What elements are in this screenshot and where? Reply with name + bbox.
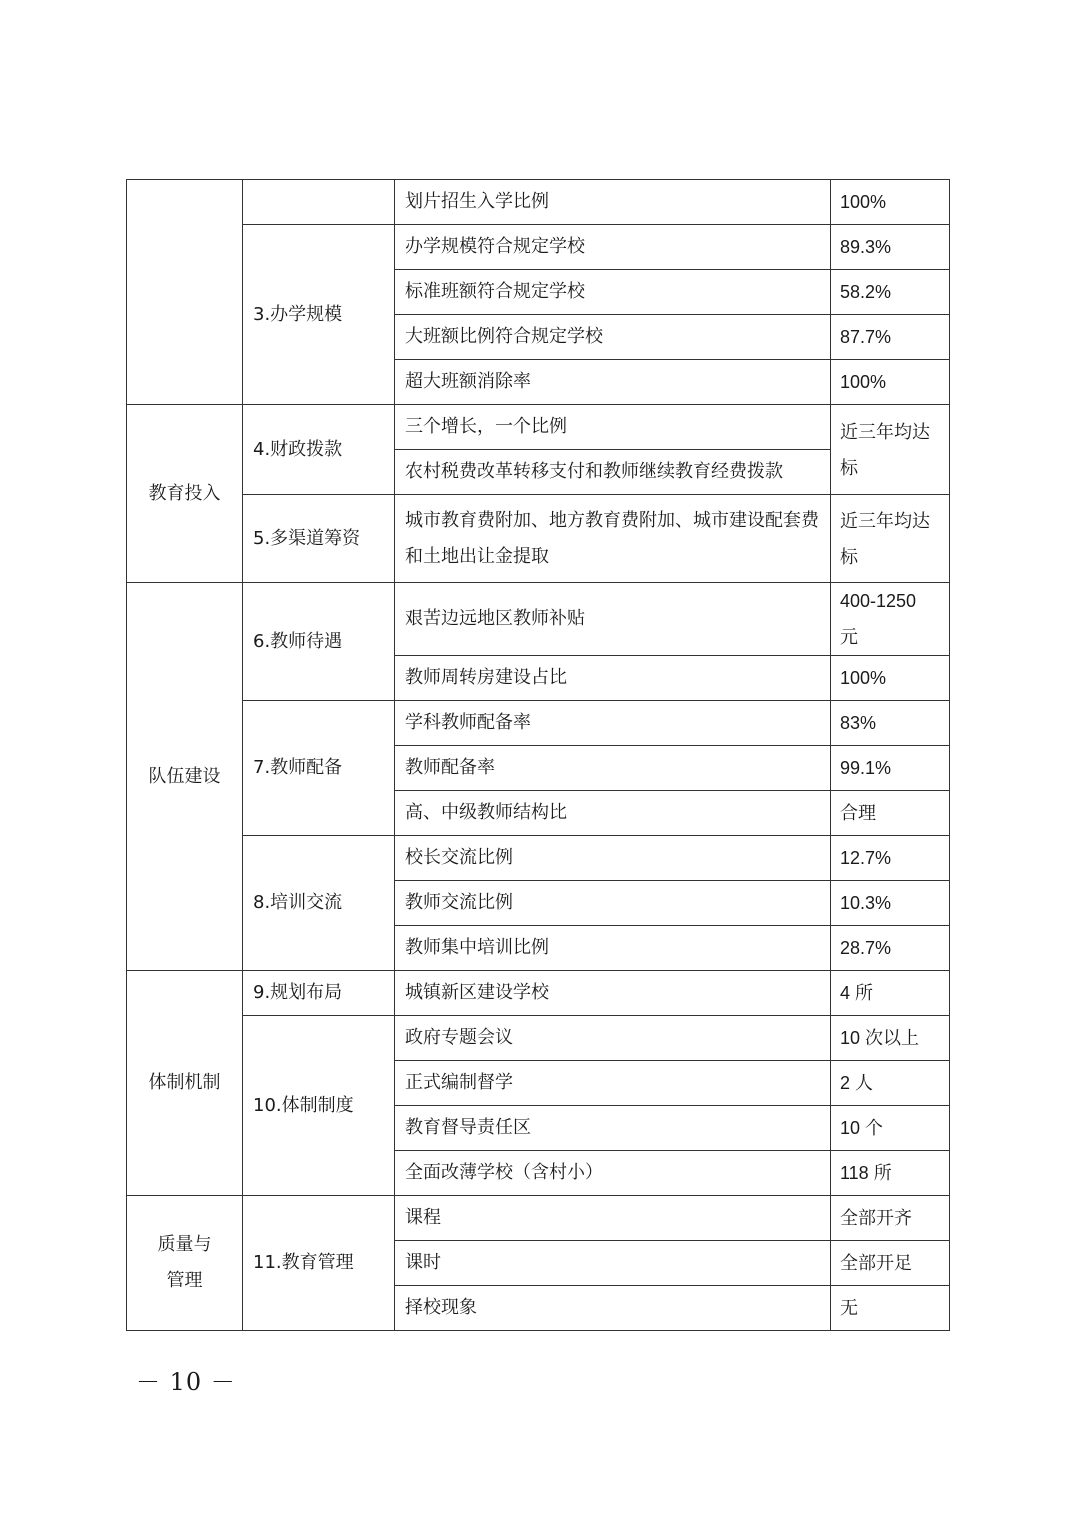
category-cell: 队伍建设 xyxy=(127,583,243,971)
table-row xyxy=(127,405,950,450)
item-cell: 教师周转房建设占比 xyxy=(395,656,831,701)
category-line: 质量与 xyxy=(157,1234,212,1255)
item-cell: 城镇新区建设学校 xyxy=(395,971,831,1016)
table-row xyxy=(127,836,950,881)
value-cell: 10 个 xyxy=(831,1106,950,1151)
item-cell: 校长交流比例 xyxy=(395,836,831,881)
table-row xyxy=(127,225,950,270)
item-cell: 城市教育费附加、地方教育费附加、城市建设配套费和土地出让金提取 xyxy=(395,495,831,583)
value-cell: 99.1% xyxy=(831,746,950,791)
item-cell: 教师配备率 xyxy=(395,746,831,791)
item-cell: 艰苦边远地区教师补贴 xyxy=(395,583,831,656)
value-cell: 10.3% xyxy=(831,881,950,926)
category-cell: 体制机制 xyxy=(127,971,243,1196)
page-number: － 10 － xyxy=(136,1368,236,1396)
table-row xyxy=(127,180,950,225)
value-cell: 118 所 xyxy=(831,1151,950,1196)
value-cell: 400-1250 元 xyxy=(831,583,950,656)
value-cell: 全部开齐 xyxy=(831,1196,950,1241)
sub-indicator-cell: 9.规划布局 xyxy=(243,971,395,1016)
table-row xyxy=(127,1016,950,1061)
sub-indicator-cell: 11.教育管理 xyxy=(243,1196,395,1331)
category-line: 管理 xyxy=(166,1270,203,1291)
item-cell: 标准班额符合规定学校 xyxy=(395,270,831,315)
sub-indicator-cell: 4.财政拨款 xyxy=(243,405,395,495)
sub-indicator-cell: 5.多渠道筹资 xyxy=(243,495,395,583)
item-cell: 学科教师配备率 xyxy=(395,701,831,746)
value-cell: 10 次以上 xyxy=(831,1016,950,1061)
value-cell: 4 所 xyxy=(831,971,950,1016)
table-row xyxy=(127,583,950,656)
item-cell: 择校现象 xyxy=(395,1286,831,1331)
item-cell: 划片招生入学比例 xyxy=(395,180,831,225)
category-cell xyxy=(127,1196,243,1331)
item-cell: 课时 xyxy=(395,1241,831,1286)
item-cell: 政府专题会议 xyxy=(395,1016,831,1061)
indicator-table xyxy=(126,179,950,1331)
item-cell: 教师交流比例 xyxy=(395,881,831,926)
value-cell: 87.7% xyxy=(831,315,950,360)
value-cell: 2 人 xyxy=(831,1061,950,1106)
item-cell: 教师集中培训比例 xyxy=(395,926,831,971)
sub-indicator-cell: 3.办学规模 xyxy=(243,225,395,405)
value-cell: 12.7% xyxy=(831,836,950,881)
category-cell xyxy=(127,180,243,405)
item-cell: 高、中级教师结构比 xyxy=(395,791,831,836)
item-cell: 正式编制督学 xyxy=(395,1061,831,1106)
item-cell: 课程 xyxy=(395,1196,831,1241)
sub-indicator-cell xyxy=(243,180,395,225)
value-cell: 100% xyxy=(831,360,950,405)
value-cell: 近三年均达标 xyxy=(831,495,950,583)
value-cell: 近三年均达标 xyxy=(831,405,950,495)
value-cell: 83% xyxy=(831,701,950,746)
table-row xyxy=(127,701,950,746)
item-cell: 教育督导责任区 xyxy=(395,1106,831,1151)
value-cell: 合理 xyxy=(831,791,950,836)
table-row xyxy=(127,495,950,583)
category-cell: 教育投入 xyxy=(127,405,243,583)
table-row xyxy=(127,971,950,1016)
item-cell: 全面改薄学校（含村小） xyxy=(395,1151,831,1196)
sub-indicator-cell: 6.教师待遇 xyxy=(243,583,395,701)
item-cell: 大班额比例符合规定学校 xyxy=(395,315,831,360)
value-cell: 无 xyxy=(831,1286,950,1331)
value-cell: 28.7% xyxy=(831,926,950,971)
value-cell: 100% xyxy=(831,656,950,701)
value-cell: 全部开足 xyxy=(831,1241,950,1286)
value-cell: 89.3% xyxy=(831,225,950,270)
sub-indicator-cell: 7.教师配备 xyxy=(243,701,395,836)
item-cell: 农村税费改革转移支付和教师继续教育经费拨款 xyxy=(395,450,831,495)
item-cell: 三个增长，一个比例 xyxy=(395,405,831,450)
table-row xyxy=(127,1196,950,1241)
sub-indicator-cell: 8.培训交流 xyxy=(243,836,395,971)
sub-indicator-cell: 10.体制制度 xyxy=(243,1016,395,1196)
value-cell: 58.2% xyxy=(831,270,950,315)
indicator-table-container xyxy=(126,179,949,1331)
item-cell: 超大班额消除率 xyxy=(395,360,831,405)
item-cell: 办学规模符合规定学校 xyxy=(395,225,831,270)
value-cell: 100% xyxy=(831,180,950,225)
